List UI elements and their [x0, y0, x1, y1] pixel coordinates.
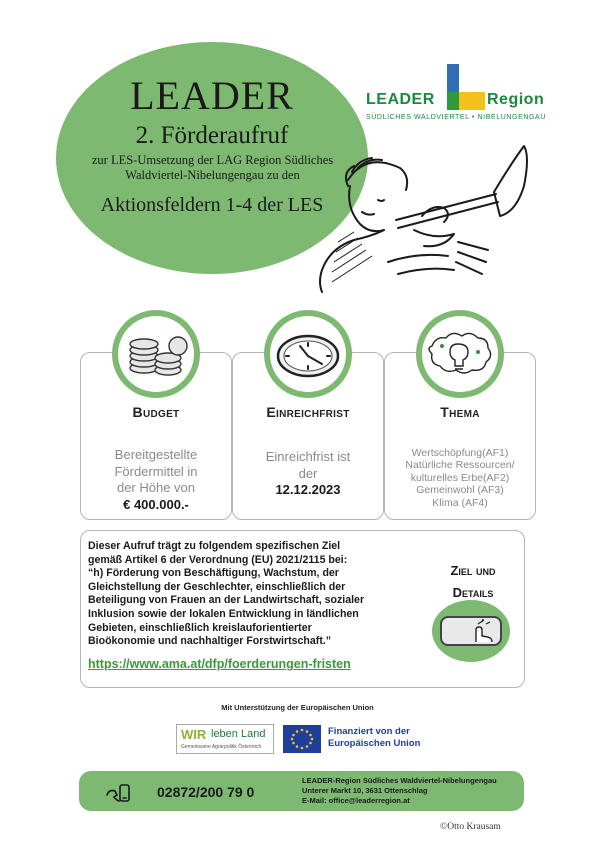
budget-line: Bereitgestellte [114, 447, 198, 462]
deadline-icon-circle [264, 310, 352, 398]
contact-address [302, 776, 497, 806]
logo-word-region: Region [487, 91, 545, 108]
budget-amount: € 400.000.- [123, 496, 189, 512]
wir-leben-land-text: leben Land [211, 728, 266, 740]
coins-icon [118, 316, 194, 392]
trumpet-player-illustration [318, 142, 530, 294]
goal-details-heading [428, 560, 518, 604]
goal-line: Dieser Aufruf trägt zu folgendem spezifischen Ziel [88, 540, 341, 552]
goal-heading-line1: Ziel und [450, 563, 496, 578]
wir-leben-land-logo [176, 724, 274, 754]
hero-action-fields: Aktionsfeldern 1-4 der LES [100, 194, 324, 216]
goal-line: Bioökonomie und nachhaltiger Forstwirtschaft.” [88, 635, 332, 648]
goal-line: Gleichstellung der Geschlechter, einschließlich der [88, 580, 346, 593]
eu-funding-text [328, 726, 420, 750]
theme-line: Gemeinwohl (AF3) [416, 484, 504, 497]
budget-heading: Budget [132, 404, 180, 420]
budget-line: der Höhe von [116, 480, 196, 495]
org-name: LEADER-Region Südliches Waldviertel-Nibelungengau [302, 776, 497, 785]
theme-line: Klima (AF4) [432, 496, 488, 509]
goal-line: Gebieten, einschließlich kreislauforientierter [88, 621, 312, 634]
theme-icon-circle [416, 310, 504, 398]
deadline-text [238, 449, 378, 499]
theme-line: Wertschöpfung(AF1) [411, 447, 509, 459]
theme-heading: Thema [440, 404, 480, 420]
theme-text [388, 447, 532, 509]
budget-line: Fördermittel in [114, 463, 198, 479]
theme-line: Natürliche Ressourcen/ [405, 459, 515, 472]
goal-line: “h) Förderung von Beschäftigung, Wachstum, der [88, 567, 339, 580]
theme-line: kulturelles Erbe(AF2) [410, 471, 510, 484]
phone-number[interactable]: 02872/200 79 0 [157, 784, 255, 800]
goal-line: Inklusion sowie der lokalen Entwicklung in ländlichen [88, 607, 359, 620]
hero-title: LEADER [130, 73, 294, 118]
leader-region-logo [355, 62, 555, 124]
illustration-credit: ©Otto Krausam [440, 822, 501, 832]
clock-icon [270, 316, 346, 392]
budget-icon-circle [112, 310, 200, 398]
street-address: Unterer Markt 10, 3631 Ottenschlag [302, 786, 428, 795]
funding-deadlines-link[interactable]: https://www.ama.at/dfp/foerderungen-fristen [88, 657, 351, 671]
goal-line: gemäß Artikel 6 der Verordnung (EU) 2021/2115 bei: [88, 553, 348, 566]
budget-text [86, 447, 226, 513]
phone-icon [103, 783, 133, 803]
deadline-line: Einreichfrist ist [265, 449, 351, 464]
deadline-line: der [298, 465, 318, 481]
deadline-date: 12.12.2023 [275, 482, 341, 497]
logo-word-leader: LEADER [366, 91, 435, 108]
wir-text: WIR [181, 727, 207, 742]
details-button[interactable] [440, 616, 502, 646]
goal-text [88, 540, 413, 649]
hand-pointer-icon [442, 618, 500, 644]
goal-heading-line2: Details [452, 585, 494, 600]
eu-support-label: Mit Unterstützung der Europäischen Union [221, 703, 374, 712]
logo-tagline: SÜDLICHES WALDVIERTEL • NIBELUNGENGAU [366, 114, 546, 121]
hero-description: zur LES-Umsetzung der LAG Region Südliches Waldviertel-Nibelungengau zu den [91, 153, 334, 182]
eu-flag-icon [283, 725, 321, 753]
email-address[interactable]: E-Mail: office@leaderregion.at [302, 796, 410, 805]
wir-subtitle: Gemeinsame Agrarpolitik Österreich [181, 744, 262, 750]
deadline-heading: Einreichfrist [266, 404, 350, 420]
eu-line: Europäischen Union [328, 738, 421, 749]
idea-icon [422, 316, 498, 392]
hero-subtitle: 2. Förderaufruf [135, 122, 289, 149]
eu-line: Finanziert von der [328, 726, 410, 737]
goal-line: Beteiligung von Frauen an der Landwirtschaft, sozialer [88, 594, 365, 607]
